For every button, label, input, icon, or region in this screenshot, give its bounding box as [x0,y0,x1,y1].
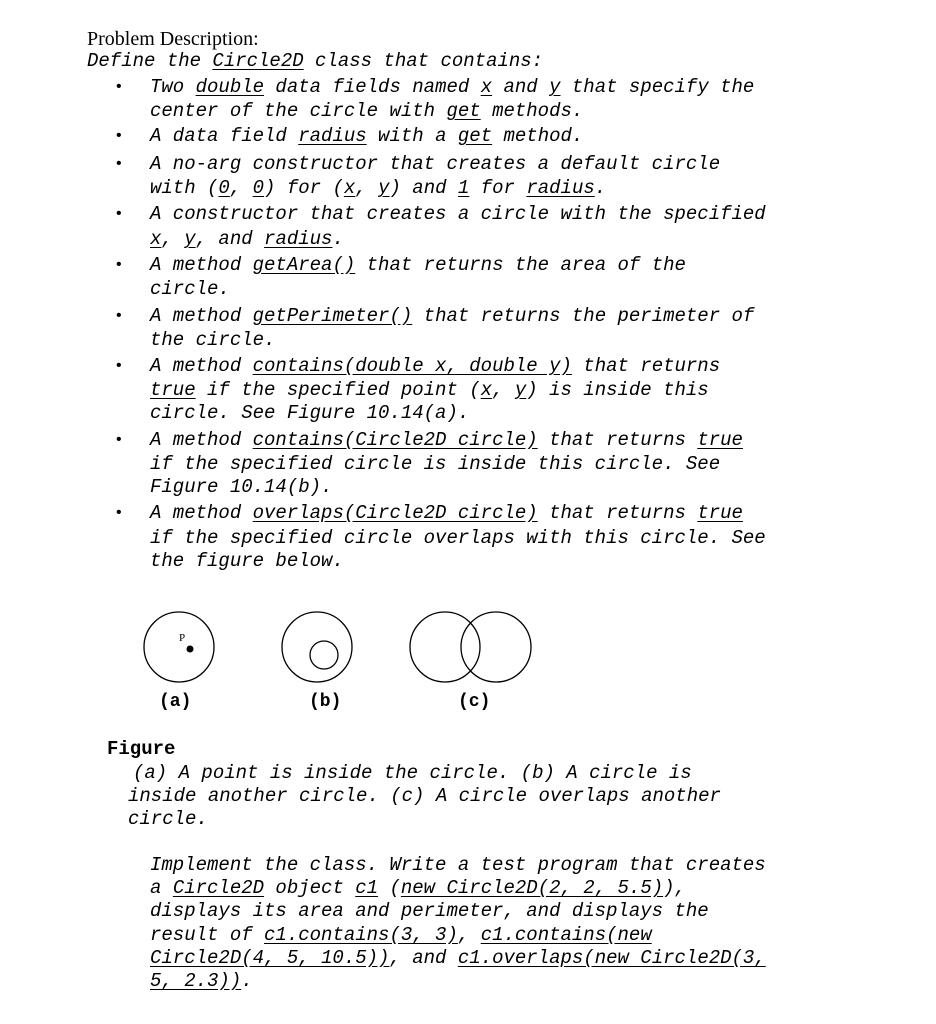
figure-a-point-label: P [179,632,186,644]
bullet-5-line-2: circle. [150,278,230,300]
bullet-3-line-2: with (0, 0) for (x, y) and 1 for radius. [150,177,607,199]
bullet-icon: • [116,431,122,448]
bullet-8-line-1: A method contains(Circle2D circle) that returns true [150,429,743,451]
figure-c-right-circle [461,612,531,682]
figure-b-inner-circle [310,641,338,669]
bullet-4-line-2: x, y, and radius. [150,228,344,250]
figure-caption-line-3: circle. [128,808,208,830]
figure-c-left-circle [410,612,480,682]
bullet-6-line-1: A method getPerimeter() that returns the perimeter of [150,305,755,327]
bullet-6-line-2: the circle. [150,329,276,351]
bullet-5-line-1: A method getArea() that returns the area of the [150,254,686,276]
bullet-2-line-1: A data field radius with a get method. [150,125,584,147]
bullet-7-line-3: circle. See Figure 10.14(a). [150,402,470,424]
figure-caption-line-1: (a) A point is inside the circle. (b) A circle is [133,762,692,784]
task-line-5: Circle2D(4, 5, 10.5)), and c1.overlaps(new Circle2D(3, [150,947,766,969]
bullet-1-line-2: center of the circle with get methods. [150,100,584,122]
bullet-icon: • [116,504,122,521]
bullet-icon: • [116,357,122,374]
figure-b-outer-circle [282,612,352,682]
bullet-icon: • [116,127,122,144]
bullet-7-line-2: true if the specified point (x, y) is inside this [150,379,709,401]
bullet-8-line-3: Figure 10.14(b). [150,476,333,498]
bullet-7-line-1: A method contains(double x, double y) that returns [150,355,721,377]
bullet-8-line-2: if the specified circle is inside this circle. See [150,453,721,475]
task-line-2: a Circle2D object c1 (new Circle2D(2, 2, 5.5)), [150,877,686,899]
figure-a-point [187,646,194,653]
bullet-4-line-1: A constructor that creates a circle with the specified [150,203,766,225]
bullet-1-line-1: Two double data fields named x and y that specify the [150,76,755,98]
task-line-6: 5, 2.3)). [150,970,253,992]
bullet-9-line-2: if the specified circle overlaps with this circle. See [150,527,766,549]
task-line-3: displays its area and perimeter, and displays the [150,900,709,922]
bullet-9-line-1: A method overlaps(Circle2D circle) that returns true [150,502,743,524]
bullet-9-line-3: the figure below. [150,550,344,572]
figure-a-circle [144,612,214,682]
bullet-3-line-1: A no-arg constructor that creates a default circle [150,153,721,175]
bullet-icon: • [116,155,122,172]
bullet-icon: • [116,307,122,324]
problem-title: Problem Description: [87,28,259,50]
bullet-icon: • [116,205,122,222]
bullet-icon: • [116,78,122,95]
figure-label-b: (b) [309,692,342,712]
intro-line: Define the Circle2D class that contains: [87,50,544,72]
task-line-4: result of c1.contains(3, 3), c1.contains(new [150,924,652,946]
figure-label-a: (a) [159,692,192,712]
figure-caption-line-2: inside another circle. (c) A circle overlaps another [128,785,721,807]
figure-label-c: (c) [458,692,491,712]
figure-heading: Figure [107,738,176,760]
task-line-1: Implement the class. Write a test program that creates [150,854,766,876]
bullet-icon: • [116,256,122,273]
